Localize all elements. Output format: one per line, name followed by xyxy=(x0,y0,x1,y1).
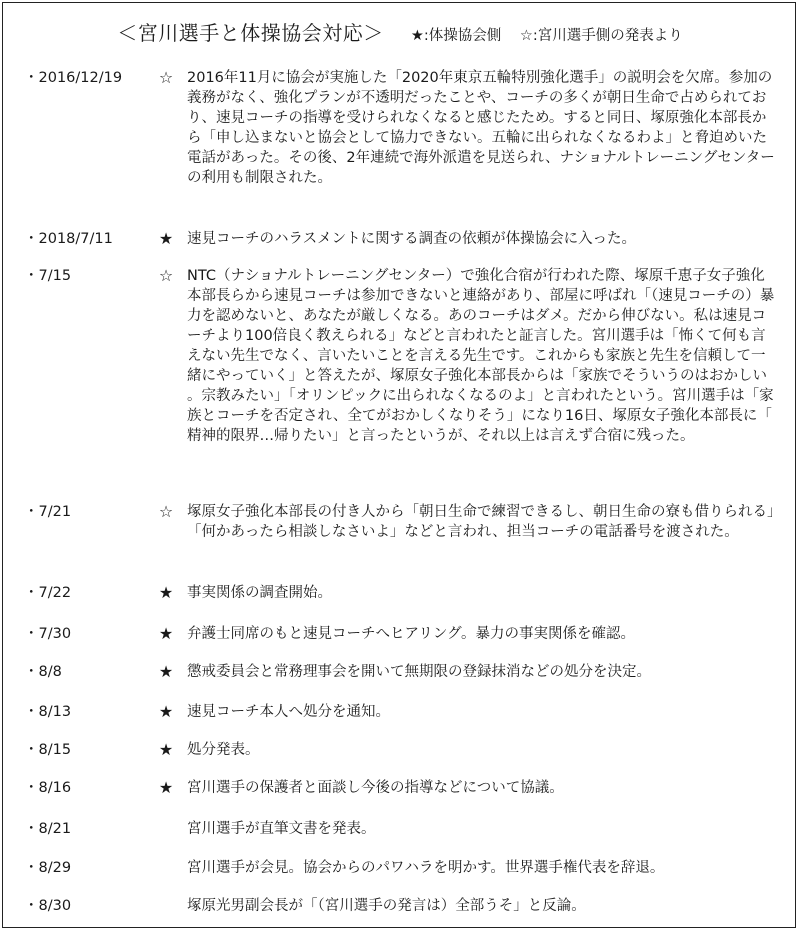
entry-date: ・8/15 xyxy=(24,742,72,758)
filled-star-icon: ★ xyxy=(158,624,174,643)
entry-text: 塚原光男副会長が「（宮川選手の発言は）全部うそ」と反論。 xyxy=(187,898,586,914)
filled-star-icon: ★ xyxy=(158,662,174,681)
outline-star-icon: ☆ xyxy=(158,502,174,521)
entry-text: 処分発表。 xyxy=(187,742,260,758)
entry-date: ・8/21 xyxy=(24,821,72,837)
filled-star-icon: ★ xyxy=(158,778,174,797)
entry-date: ・7/22 xyxy=(24,585,72,601)
entry-date: ・7/15 xyxy=(24,268,72,284)
page-title: ＜宮川選手と体操協会対応＞ xyxy=(117,21,384,45)
entry-text: 宮川選手が会見。協会からのパワハラを明かす。世界選手権代表を辞退。 xyxy=(187,860,665,876)
entry-date: ・7/30 xyxy=(24,626,72,642)
entry-date: ・2016/12/19 xyxy=(24,70,123,86)
entry-date: ・8/30 xyxy=(24,898,72,914)
legend-outline-star: ☆:宮川選手側の発表より xyxy=(519,28,683,44)
entry-date: ・8/13 xyxy=(24,704,72,720)
entry-text: 懲戒委員会と常務理事会を開いて無期限の登録抹消などの処分を決定。 xyxy=(187,664,651,680)
entry-date: ・8/29 xyxy=(24,860,72,876)
entry-date: ・7/21 xyxy=(24,504,72,520)
entry-text: NTC（ナショナルトレーニングセンター）で強化合宿が行われた際、塚原千恵子女子強化本部長らから速見コーチは参加できないと連絡があり、部屋に呼ばれ「（速見コーチの）暴力を認めないと、あなたが厳しくなる。あのコーチはダメ。だから伸びない。私は速見コーチより100倍良く教えられる」などと言われたと証言した。宮川選手は「怖くて何も言えない先生でなく、言いたいことを言える先生です。これからも家族と先生を信頼して一緒にやっていく」と答えたが、塚原女子強化本部長からは「家族でそういうのはおかしい。宗教みたい」「オリンピックに出られなくなるのよ」と言われたという。宮川選手は「家族とコーチを否定され、全てがおかしくなりそう」になり16日、塚原女子強化本部長に「精神的限界…帰りたい」と言ったというが、それ以上は言えず合宿に残った。 xyxy=(187,268,775,444)
entry-date: ・2018/7/11 xyxy=(24,231,113,247)
entry-text: 宮川選手の保護者と面談し今後の指導などについて協議。 xyxy=(187,780,564,796)
entry-text: 2016年11月に協会が実施した「2020年東京五輪特別強化選手」の説明会を欠席。参加の義務がなく、強化プランが不透明だったことや、コーチの多くが朝日生命で占められており、速見コーチの指導を受けられなくなると感じたため。すると同日、塚原強化本部長から「申し込まないと協会として協力できない。五輪に出られなくなるわよ」と脅迫めいた電話があった。その後、2年連続で海外派遣を見送られ、ナショナルトレーニングセンターの利用も制限された。 xyxy=(187,70,775,186)
outline-star-icon: ☆ xyxy=(158,68,174,87)
entry-date: ・8/8 xyxy=(24,664,62,680)
filled-star-icon: ★ xyxy=(158,740,174,759)
filled-star-icon: ★ xyxy=(158,583,174,602)
entry-text: 弁護士同席のもと速見コーチへヒアリング。暴力の事実関係を確認。 xyxy=(187,626,636,642)
entry-text: 速見コーチ本人へ処分を通知。 xyxy=(187,704,390,720)
entry-date: ・8/16 xyxy=(24,780,72,796)
entry-text: 事実関係の調査開始。 xyxy=(187,585,332,601)
legend-filled-star: ★:体操協会側 xyxy=(410,28,502,44)
filled-star-icon: ★ xyxy=(158,229,174,248)
entry-text: 塚原女子強化本部長の付き人から「朝日生命で練習できるし、朝日生命の寮も借りられる」「何かあったら相談しなさいよ」などと言われ、担当コーチの電話番号を渡された。 xyxy=(187,504,775,540)
entry-text: 宮川選手が直筆文書を発表。 xyxy=(187,821,376,837)
filled-star-icon: ★ xyxy=(158,702,174,721)
outline-star-icon: ☆ xyxy=(158,266,174,285)
entry-text: 速見コーチのハラスメントに関する調査の依頼が体操協会に入った。 xyxy=(187,231,637,247)
